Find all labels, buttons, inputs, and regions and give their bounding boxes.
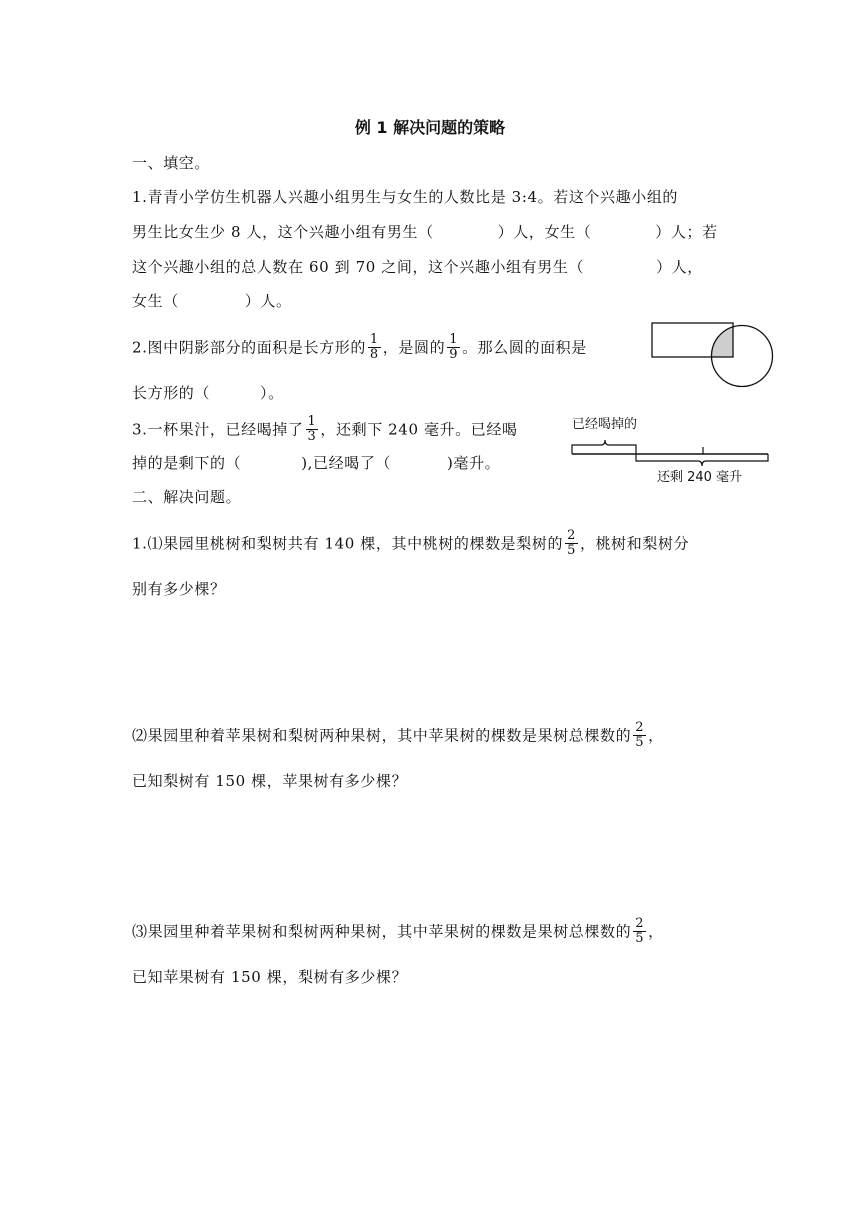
page-title: 例 1 解决问题的策略 [354,118,506,137]
p1-line2: 别有多少棵？ [132,580,226,598]
q1-text-girls: ）人，女生（ [497,223,592,241]
p2-line1 [132,722,664,751]
q2-text-a: 2.图中阴影部分的面积是长方形的 [132,338,366,357]
p1-fraction [565,529,578,558]
p3-line1 [132,918,664,947]
p2-fraction [633,721,646,750]
q2-line2 [132,382,284,403]
q1-line1: 1.青青小学仿生机器人兴趣小组男生与女生的人数比是 3:4。若这个兴趣小组的 [132,188,679,206]
q3-text-c: 掉的是剩下的（ [132,454,242,472]
p1-fraction-num: 2 [567,528,576,543]
p1-text-a: 1.⑴果园里桃树和梨树共有 140 棵，其中桃树的棵数是梨树的 [132,534,564,553]
q3-text-b: ，还剩下 240 毫升。已经喝 [320,420,518,439]
q2-fraction-1-num: 1 [369,332,379,347]
p3-text-a: ⑶果园里种着苹果树和梨树两种果树，其中苹果树的棵数是果树总棵数的 [132,922,632,941]
q1-text-boys-less: 男生比女生少 8 人，这个兴趣小组有男生（ [132,223,434,241]
q1-line3 [132,256,703,277]
q3-fraction [306,415,319,444]
q2-fraction-1-den: 8 [369,347,379,362]
p2-line2: 已知梨树有 150 棵，苹果树有多少棵？ [132,772,408,790]
p3-text-b: ， [648,922,664,941]
p2-fraction-num: 2 [635,720,645,735]
section1-heading: 一、填空。 [132,154,211,172]
q2-fraction-2-den: 9 [449,347,459,362]
p1-text-b: ，桃树和梨树分 [579,534,690,553]
q2-fraction-2-num: 1 [449,332,459,347]
q1-text-people: ）人， [656,258,703,276]
q2-text-b: ，是圆的 [382,338,446,357]
p1-fraction-den: 5 [567,543,576,558]
q1-text-total-range: 这个兴趣小组的总人数在 60 到 70 之间，这个兴趣小组有男生（ [132,258,585,276]
q2-text-c: 。那么圆的面积是 [462,338,587,357]
q2-fraction-2 [447,333,460,362]
diagram-label-drunk: 已经喝掉的 [572,417,638,432]
q2-text-e: ）。 [260,384,284,402]
q2-fraction-1 [368,333,381,362]
q2-line1 [132,334,587,363]
p3-line2: 已知苹果树有 150 棵，梨树有多少棵？ [132,968,408,986]
q3-text-a: 3.一杯果汁，已经喝掉了 [132,420,304,439]
p2-text-b: ， [648,726,664,745]
p3-fraction [633,917,646,946]
q1-text-if: ）人；若 [655,223,718,241]
juice-line-diagram [564,408,776,488]
q1-text-girls-2: 女生（ [132,292,179,310]
p3-fraction-num: 2 [635,916,645,931]
q1-text-people-2: ）人。 [244,292,292,310]
q1-line2 [132,221,718,242]
section2-heading: 二、解决问题。 [132,488,242,506]
q3-fraction-den: 3 [307,429,317,444]
q2-text-d: 长方形的（ [132,384,211,402]
rectangle-circle-figure [648,318,780,388]
p1-line1 [132,530,689,559]
q3-line1 [132,416,518,445]
q3-fraction-num: 1 [307,414,317,429]
top-brace [572,440,636,454]
q1-line4 [132,290,292,311]
q3-line2 [132,452,500,473]
p2-text-a: ⑵果园里种着苹果树和梨树两种果树，其中苹果树的棵数是果树总棵数的 [132,726,632,745]
bottom-brace [636,454,768,466]
p2-fraction-den: 5 [635,735,645,750]
diagram-label-remaining: 还剩 240 毫升 [657,470,743,485]
p3-fraction-den: 5 [635,931,645,946]
q3-text-e: )毫升。 [447,454,501,472]
q3-text-d: ),已经喝了（ [301,454,392,472]
